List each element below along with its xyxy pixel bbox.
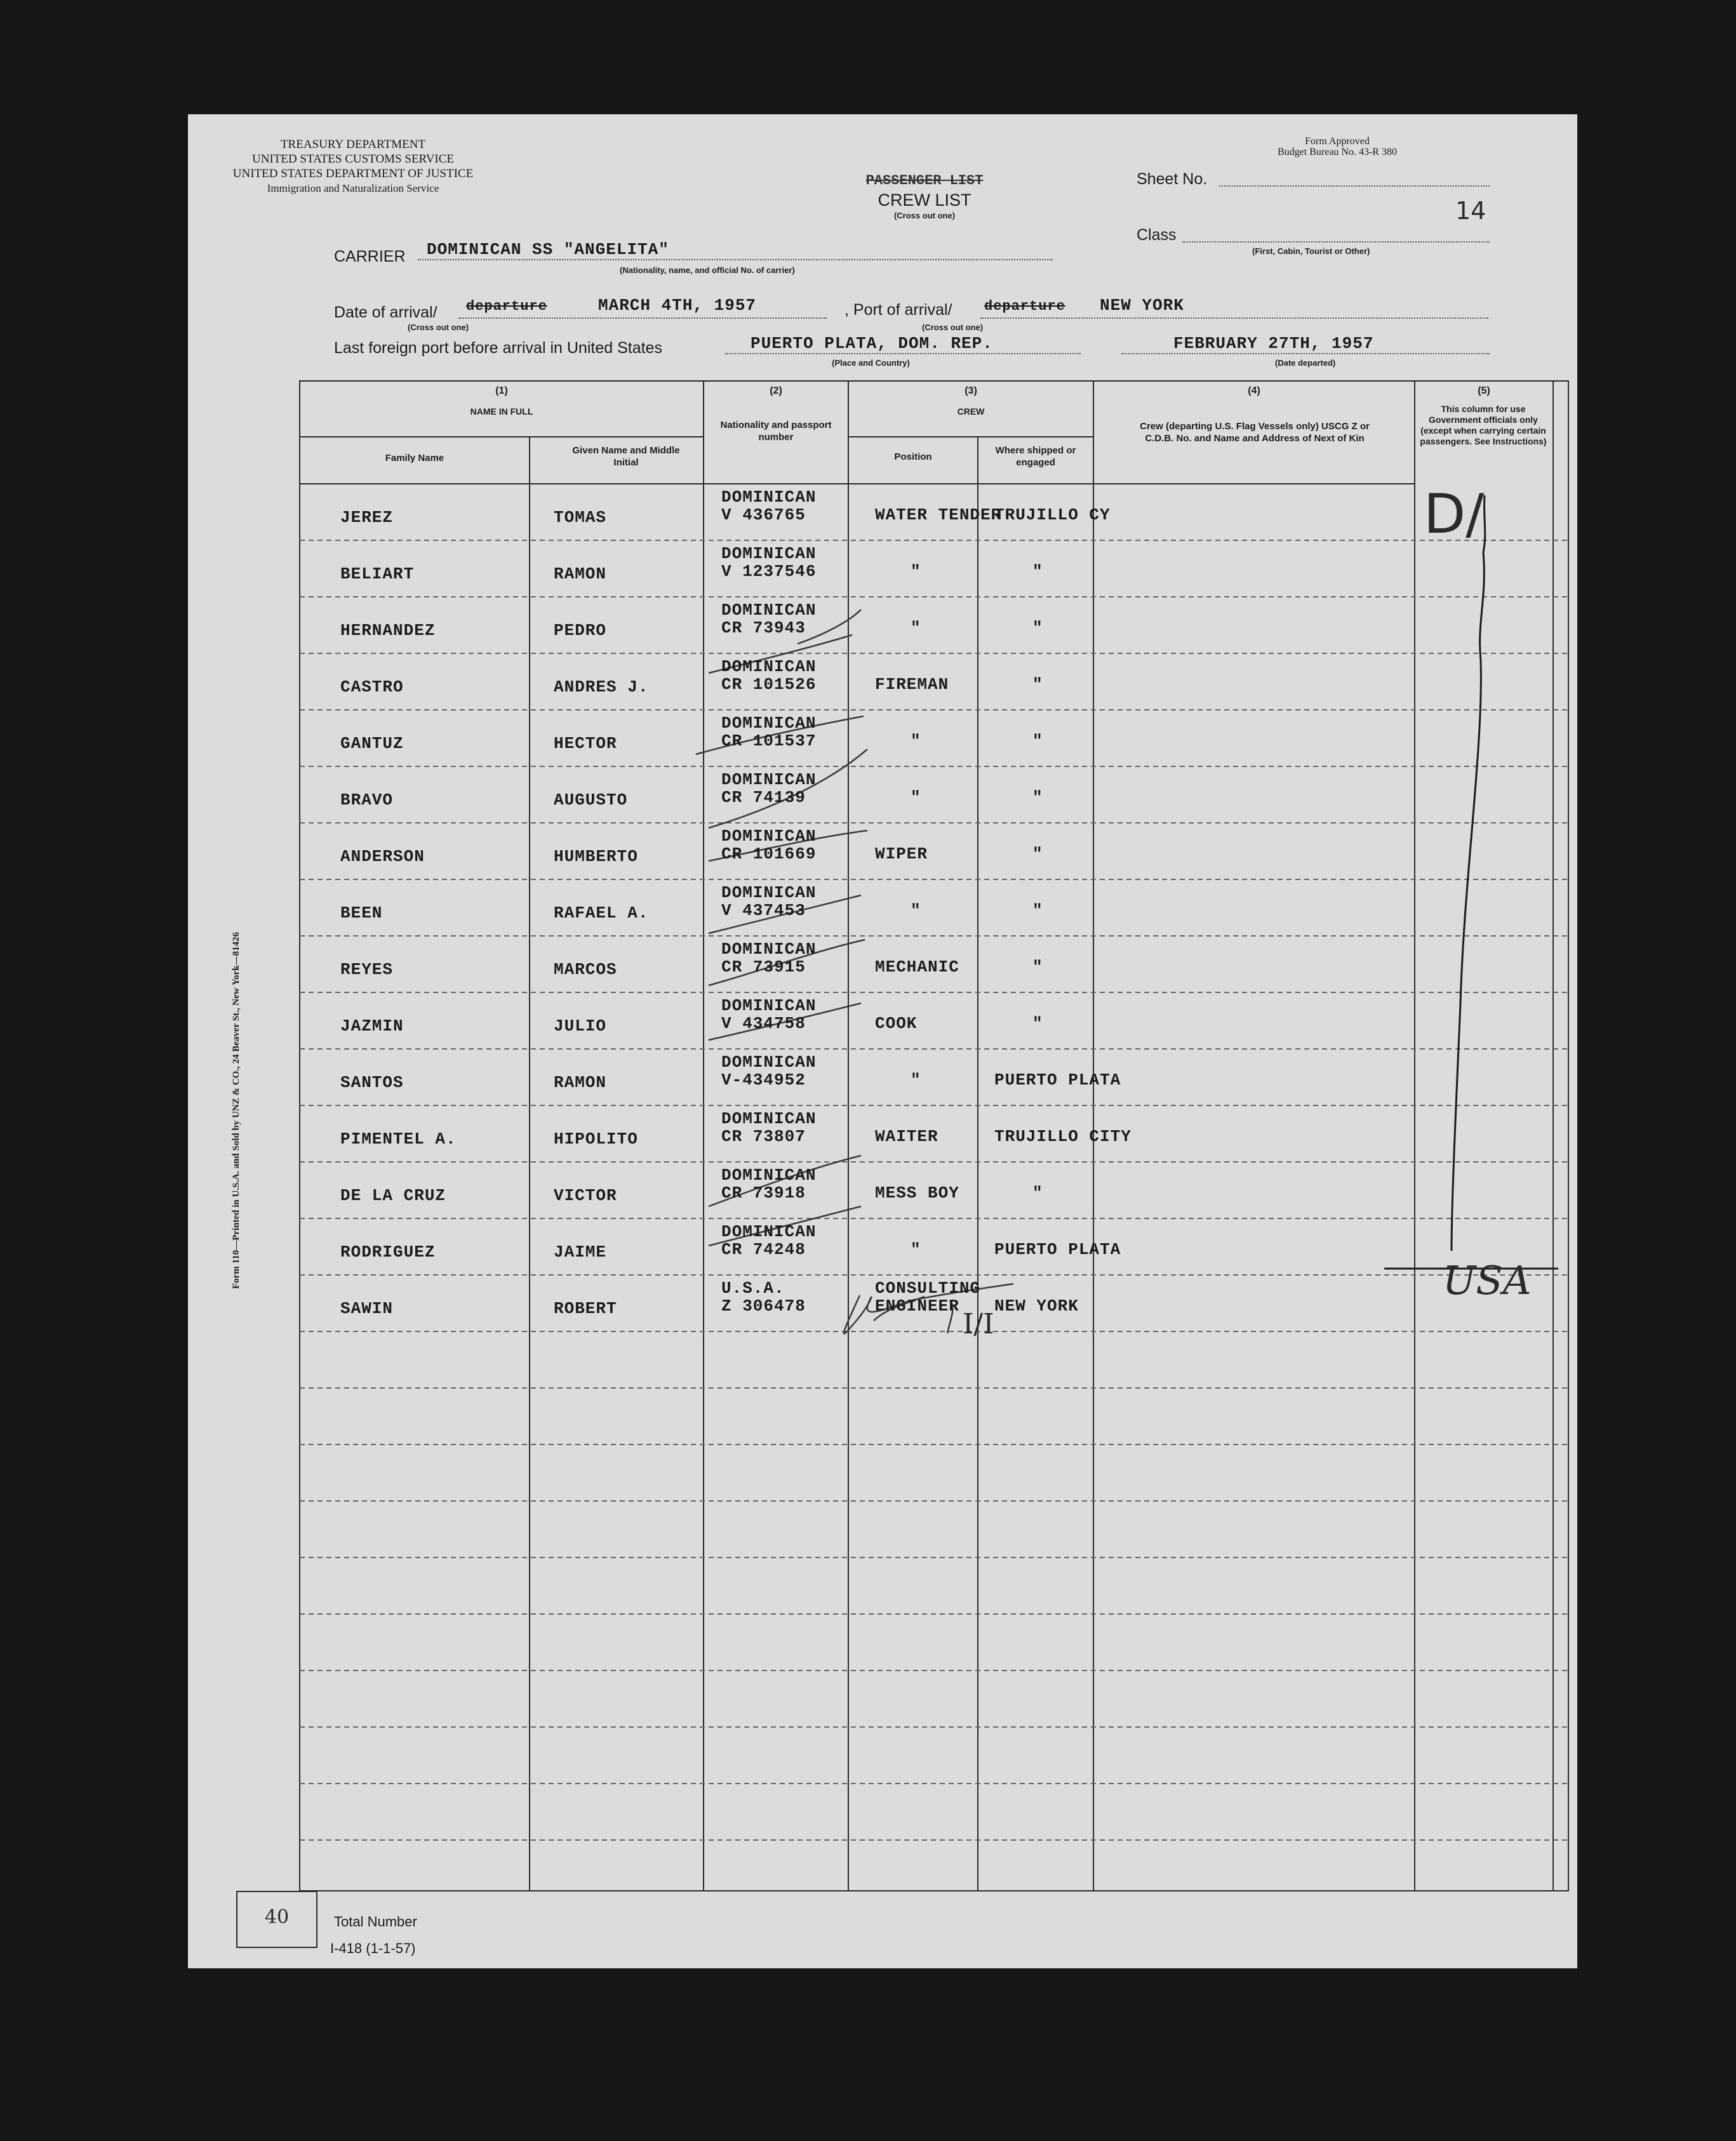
nationality: DOMINICAN (721, 883, 817, 902)
position: COOK (875, 1014, 918, 1033)
nationality: DOMINICAN (721, 1166, 817, 1185)
form-approved-line: Form Approved (1305, 136, 1370, 147)
departed-hint: (Date departed) (1275, 358, 1336, 368)
col4-num: (4) (1248, 385, 1260, 396)
col5-num: (5) (1478, 385, 1490, 396)
nationality: DOMINICAN (721, 827, 817, 846)
date-struck: departure (466, 298, 547, 314)
struck-title: PASSENGER LIST (865, 173, 984, 189)
given-name: JAIME (554, 1243, 607, 1262)
title-hint: (Cross out one) (893, 211, 956, 220)
where-header: Where shipped or engaged (995, 445, 1076, 468)
passport-number: CR 73918 (721, 1184, 806, 1203)
family-name: JAZMIN (340, 1017, 404, 1036)
where-engaged: PUERTO PLATA (994, 1070, 1121, 1090)
given-name: RAMON (554, 564, 607, 584)
where-engaged: " (1032, 731, 1043, 750)
family-name: PIMENTEL A. (340, 1130, 457, 1149)
total-label: Total Number (334, 1914, 417, 1930)
where-engaged: " (1032, 957, 1043, 977)
given-name: HUMBERTO (554, 847, 638, 866)
position: FIREMAN (875, 675, 949, 694)
where-engaged: " (1032, 675, 1043, 694)
date-hint: (Cross out one) (408, 323, 469, 332)
passport-number: V 437453 (721, 901, 806, 920)
where-engaged: " (1032, 901, 1043, 920)
nationality: DOMINICAN (721, 488, 817, 507)
carrier-label: CARRIER (334, 248, 406, 265)
nationality: U.S.A. (721, 1279, 785, 1298)
nationality: DOMINICAN (721, 996, 817, 1015)
nationality: DOMINICAN (721, 714, 817, 733)
last-port-value: PUERTO PLATA, DOM. REP. (751, 334, 993, 353)
family-name: CASTRO (340, 677, 404, 697)
col5-handwritten-mark: D/ (1424, 483, 1485, 546)
position: MESS BOY (875, 1184, 959, 1203)
given-name: HIPOLITO (554, 1130, 638, 1149)
col5-handwritten-usa: USA (1443, 1257, 1532, 1304)
given-name: RAFAEL A. (554, 904, 649, 923)
passport-number: Z 306478 (721, 1297, 806, 1316)
passport-number: V 1237546 (721, 562, 817, 581)
form-approved-line: Budget Bureau No. 43-R 380 (1278, 147, 1397, 157)
arrival-date: MARCH 4TH, 1957 (598, 296, 757, 315)
family-name: ANDERSON (340, 847, 425, 866)
given-name: ROBERT (554, 1299, 617, 1318)
nationality: DOMINICAN (721, 940, 817, 959)
given-name: VICTOR (554, 1186, 617, 1205)
col4-title: Crew (departing U.S. Flag Vessels only) USCG Z or C.D.B. No. and Name and Address of Next of Kin (1140, 421, 1370, 444)
port-hint: (Cross out one) (922, 323, 984, 332)
nationality: DOMINICAN (721, 1053, 817, 1072)
position: MECHANIC (875, 957, 959, 977)
last-port-hint: (Place and Country) (832, 358, 910, 368)
passport-number: V 434758 (721, 1014, 806, 1033)
passport-number: CR 101526 (721, 675, 817, 694)
port-struck: departure (984, 298, 1065, 314)
family-name: GANTUZ (340, 734, 404, 753)
nationality: DOMINICAN (721, 770, 817, 789)
position: " (911, 562, 921, 581)
position: " (911, 618, 921, 637)
where-engaged: " (1032, 562, 1043, 581)
position-header: Position (894, 451, 932, 462)
col5-title: This column for use Government officials only (except when carrying certain passengers. See Instructions) (1420, 404, 1547, 446)
position: " (911, 788, 921, 807)
where-engaged: TRUJILLO CY (994, 505, 1111, 524)
arrival-port: NEW YORK (1100, 296, 1184, 315)
official-initials: I/I (963, 1308, 994, 1340)
position: WATER TENDER (875, 505, 1002, 524)
nationality: DOMINICAN (721, 1109, 817, 1128)
family-name: BELIART (340, 564, 415, 584)
passport-number: CR 73807 (721, 1127, 806, 1146)
position: CONSULTING (875, 1279, 981, 1298)
where-engaged: TRUJILLO CITY (994, 1127, 1132, 1146)
agency-line: UNITED STATES CUSTOMS SERVICE (251, 152, 455, 166)
position: WAITER (875, 1127, 938, 1146)
given-name: RAMON (554, 1073, 607, 1092)
form-code: I-418 (1-1-57) (330, 1940, 416, 1956)
class-label: Class (1137, 226, 1177, 244)
nationality: DOMINICAN (721, 544, 817, 563)
date-label: Date of arrival/ (334, 303, 437, 321)
sheet-label: Sheet No. (1137, 170, 1208, 188)
col2-title: Nationality and passport number (720, 420, 832, 443)
where-engaged: " (1032, 618, 1043, 637)
passport-number: CR 73915 (721, 957, 806, 977)
carrier-value: DOMINICAN SS "ANGELITA" (427, 240, 669, 259)
where-engaged: NEW YORK (994, 1297, 1079, 1316)
passport-number: CR 73943 (721, 618, 806, 637)
family-name: JEREZ (340, 508, 394, 527)
where-engaged: PUERTO PLATA (994, 1240, 1121, 1259)
given-name: HECTOR (554, 734, 617, 753)
given-name: TOMAS (554, 508, 607, 527)
col3-num: (3) (965, 385, 977, 396)
col1-num: (1) (495, 385, 508, 396)
total-box (236, 1891, 317, 1948)
col1-title: NAME IN FULL (470, 406, 533, 417)
position: " (911, 1240, 921, 1259)
where-engaged: " (1032, 1014, 1043, 1033)
family-name: BRAVO (340, 790, 394, 810)
sheet-number: 14 (1455, 197, 1486, 225)
col3-title: CREW (957, 406, 985, 417)
position: WIPER (875, 844, 928, 864)
passport-number: V 436765 (721, 505, 806, 524)
port-label: , Port of arrival/ (845, 301, 952, 319)
col2-num: (2) (770, 385, 782, 396)
last-port-label: Last foreign port before arrival in United States (334, 339, 662, 357)
given-name: JULIO (554, 1017, 607, 1036)
departed-date: FEBRUARY 27TH, 1957 (1173, 334, 1374, 353)
position: " (911, 1070, 921, 1090)
passport-number: V-434952 (721, 1070, 806, 1090)
family-name: SAWIN (340, 1299, 394, 1318)
family-name-header: Family Name (385, 453, 444, 464)
position: " (911, 731, 921, 750)
agency-line: Immigration and Naturalization Service (267, 182, 439, 194)
nationality: DOMINICAN (721, 601, 817, 620)
family-name: REYES (340, 960, 394, 979)
position: " (911, 901, 921, 920)
where-engaged: " (1032, 788, 1043, 807)
nationality: DOMINICAN (721, 1222, 817, 1241)
where-engaged: " (1032, 844, 1043, 864)
family-name: RODRIGUEZ (340, 1243, 436, 1262)
given-name: MARCOS (554, 960, 617, 979)
family-name: DE LA CRUZ (340, 1186, 446, 1205)
given-name: ANDRES J. (554, 677, 649, 697)
given-name-header: Given Name and Middle Initial (572, 445, 680, 468)
family-name: BEEN (340, 904, 383, 923)
where-engaged: " (1032, 1184, 1043, 1203)
nationality: DOMINICAN (721, 657, 817, 676)
passport-number: CR 101669 (721, 844, 817, 864)
total-number: 40 (264, 1906, 290, 1928)
crew-list-form (188, 114, 1577, 1968)
agency-line: TREASURY DEPARTMENT (280, 138, 426, 151)
class-hint: (First, Cabin, Tourist or Other) (1252, 246, 1370, 256)
passport-number: CR 74139 (721, 788, 806, 807)
family-name: HERNANDEZ (340, 621, 436, 640)
carrier-hint: (Nationality, name, and official No. of carrier) (620, 265, 795, 275)
passport-number: CR 101537 (721, 731, 817, 750)
given-name: AUGUSTO (554, 790, 628, 810)
passport-number: CR 74248 (721, 1240, 806, 1259)
given-name: PEDRO (554, 621, 607, 640)
printer-side-text: Form 110—Printed in U.S.A. and Sold by UNZ & CO., 24 Beaver St., New York—81426 (231, 931, 241, 1289)
form-title: CREW LIST (878, 190, 971, 210)
position-line2: ENGINEER (875, 1297, 959, 1316)
agency-line: UNITED STATES DEPARTMENT OF JUSTICE (232, 167, 474, 180)
family-name: SANTOS (340, 1073, 404, 1092)
